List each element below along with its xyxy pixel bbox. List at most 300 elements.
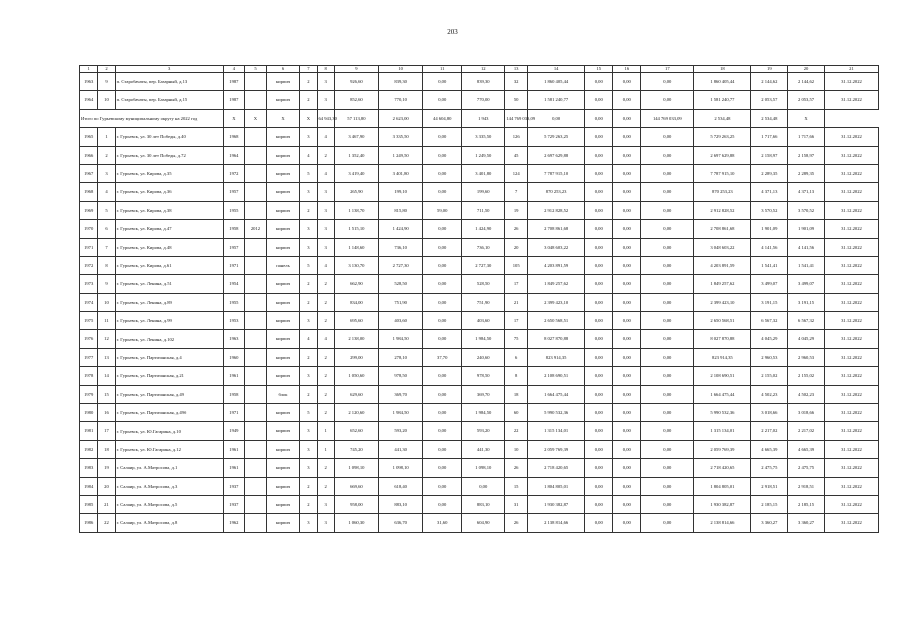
table-cell: 105 [505, 256, 528, 274]
column-number-9: 9 [334, 66, 378, 73]
table-cell [245, 385, 267, 403]
table-cell: 44 604,80 [423, 109, 462, 127]
table-cell: 3 018,66 [788, 404, 825, 422]
table-cell [245, 183, 267, 201]
table-cell: 1 098,10 [379, 459, 423, 477]
column-number-13: 13 [505, 66, 528, 73]
table-cell: 18 [98, 440, 115, 458]
table-cell: 3 467,90 [334, 128, 378, 146]
table-row [80, 293, 879, 311]
table-cell: 3 018,66 [751, 404, 788, 422]
table-cell: 8 [505, 367, 528, 385]
table-cell: 45 [505, 146, 528, 164]
table-cell: 2 138,00 [334, 330, 378, 348]
table-cell: кирпич [266, 422, 299, 440]
table-cell: 0,00 [613, 422, 641, 440]
table-cell: 403,60 [462, 312, 505, 330]
table-cell: 4 045,29 [751, 330, 788, 348]
table-cell: 124 [505, 164, 528, 182]
table-cell: 4 141,56 [788, 238, 825, 256]
table-row [80, 73, 879, 91]
table-cell: 0,00 [423, 256, 462, 274]
table-cell [245, 477, 267, 495]
table-cell: 0,00 [585, 109, 613, 127]
table-cell: 2 [317, 404, 334, 422]
table-cell: 1968 [80, 183, 98, 201]
table-cell: 0,00 [585, 514, 613, 532]
table-cell: 9 [98, 73, 115, 91]
table-cell: 3 360,27 [751, 514, 788, 532]
table-cell: 3 [300, 128, 317, 146]
table-cell: 2 912 828,52 [528, 201, 585, 219]
table-row [80, 146, 879, 164]
table-cell [245, 275, 267, 293]
table-cell: 10 [98, 293, 115, 311]
table-cell: 0,00 [423, 73, 462, 91]
table-cell: 2 697 629,88 [694, 146, 751, 164]
table-cell [245, 73, 267, 91]
table-cell: 1 098,10 [462, 459, 505, 477]
table-cell: 0,00 [423, 367, 462, 385]
table-cell: 0,00 [641, 73, 694, 91]
table-row [80, 459, 879, 477]
table-cell: 1 098,10 [334, 459, 378, 477]
table-cell: 1 804 805,01 [694, 477, 751, 495]
table-cell: 0,00 [462, 477, 505, 495]
table-cell: 1978 [80, 367, 98, 385]
table-cell: 0,00 [423, 275, 462, 293]
table-cell: кирпич [266, 220, 299, 238]
table-row [80, 495, 879, 513]
column-number-10: 10 [379, 66, 423, 73]
table-cell: г. Гурьевск, ул. Партизанская, д.49б [115, 404, 223, 422]
table-cell: 0,00 [613, 404, 641, 422]
table-cell: 2 108 690,51 [528, 367, 585, 385]
table-cell: 3 048 603,22 [528, 238, 585, 256]
table-cell: 1963 [223, 330, 245, 348]
table-cell: 4 203 891,59 [528, 256, 585, 274]
table-cell: 31 [505, 495, 528, 513]
table-cell: 4 502,23 [788, 385, 825, 403]
table-cell: 0,00 [423, 477, 462, 495]
table-cell [245, 164, 267, 182]
table-cell: 3 570,52 [751, 201, 788, 219]
table-cell: 2 918,51 [751, 477, 788, 495]
table-cell: 0,00 [585, 459, 613, 477]
table-cell: 3 [317, 201, 334, 219]
table-cell: 0,00 [423, 238, 462, 256]
table-cell: 2 399 423,10 [694, 293, 751, 311]
table-cell: 2 217,02 [751, 422, 788, 440]
table-cell: 6 567,32 [751, 312, 788, 330]
table-cell: 3 499,07 [788, 275, 825, 293]
table-cell: 5 [300, 404, 317, 422]
table-row [80, 477, 879, 495]
table-cell: 0,00 [613, 183, 641, 201]
table-cell: 736,10 [379, 238, 423, 256]
table-row [80, 385, 879, 403]
table-cell: 31.12.2022 [824, 146, 878, 164]
table-cell: 2 [317, 477, 334, 495]
table-cell: 2 [317, 348, 334, 366]
table-cell: 1 541,41 [788, 256, 825, 274]
table-cell: 1967 [80, 164, 98, 182]
table-cell: 1957 [223, 238, 245, 256]
table-cell: 751,90 [379, 293, 423, 311]
table-cell [245, 146, 267, 164]
table-cell: 1985 [80, 495, 98, 513]
table-cell: 21 [505, 293, 528, 311]
table-cell: 1982 [80, 440, 98, 458]
table-cell: 7 [98, 238, 115, 256]
table-cell: 0,00 [641, 312, 694, 330]
table-cell: 1 315 134,01 [694, 422, 751, 440]
table-cell: 0,00 [613, 385, 641, 403]
table-cell: 2 960,53 [788, 348, 825, 366]
table-row [80, 238, 879, 256]
table-cell: 75 [505, 330, 528, 348]
table-cell: 0,00 [613, 109, 641, 127]
column-number-7: 7 [300, 66, 317, 73]
table-cell: г. Гурьевск, ул. Кирова, д.35 [115, 164, 223, 182]
table-cell: 4 371,13 [788, 183, 825, 201]
table-cell: 1979 [80, 385, 98, 403]
table-cell: 1 984,50 [379, 404, 423, 422]
table-cell: г. Гурьевск, ул. Кирова, д.47 [115, 220, 223, 238]
table-cell: 17 [98, 422, 115, 440]
table-cell: 3 [317, 91, 334, 109]
table-cell: 15 [98, 385, 115, 403]
table-cell: 0,00 [585, 477, 613, 495]
column-number-12: 12 [462, 66, 505, 73]
table-cell: 0,00 [613, 367, 641, 385]
table-cell: 3 335,50 [462, 128, 505, 146]
table-cell: 1965 [80, 128, 98, 146]
table-row [80, 422, 879, 440]
table-cell: 0,00 [423, 422, 462, 440]
table-cell: 1958 [223, 220, 245, 238]
table-cell: 8 027 870,88 [694, 330, 751, 348]
table-row [80, 404, 879, 422]
table-cell: 31.12.2022 [824, 275, 878, 293]
table-cell: 0,00 [613, 256, 641, 274]
table-cell: 5 990 532,36 [528, 404, 585, 422]
table-cell: 0,00 [641, 183, 694, 201]
table-cell: 0,00 [613, 293, 641, 311]
table-row [80, 348, 879, 366]
table-cell: кирпич [266, 440, 299, 458]
table-cell: 4 502,23 [751, 385, 788, 403]
table-cell: 2 [300, 275, 317, 293]
table-cell: 31.12.2022 [824, 422, 878, 440]
table-cell: 7 [505, 183, 528, 201]
table-cell: 0,00 [641, 514, 694, 532]
table-cell: 4 [300, 330, 317, 348]
table-cell: 1 060,30 [334, 514, 378, 532]
table-cell: 1980 [80, 404, 98, 422]
table-cell: 528,50 [379, 275, 423, 293]
table-cell: 5 729 263,25 [528, 128, 585, 146]
table-cell: 31.12.2022 [824, 256, 878, 274]
table-cell: 22 [505, 422, 528, 440]
table-cell: 2 289,35 [788, 164, 825, 182]
table-cell: 0,00 [641, 367, 694, 385]
table-cell: 2 155,02 [751, 367, 788, 385]
table-cell: 1949 [223, 422, 245, 440]
table-row [80, 183, 879, 201]
table-cell: 1 901,09 [788, 220, 825, 238]
table-cell: 1 315 134,01 [528, 422, 585, 440]
table-cell: г. Гурьевск, ул. 30 лет Победы, д.72 [115, 146, 223, 164]
table-cell [245, 404, 267, 422]
table-cell: 0,00 [641, 238, 694, 256]
table-cell: 18 [505, 385, 528, 403]
column-number-4: 4 [223, 66, 245, 73]
table-cell: 126 [505, 128, 528, 146]
table-cell: 1955 [223, 201, 245, 219]
table-cell: 0,00 [585, 330, 613, 348]
table-cell: 1973 [80, 275, 98, 293]
table-cell: 0,00 [423, 220, 462, 238]
table-cell: 2012 [245, 220, 267, 238]
column-number-row [80, 66, 879, 73]
table-cell: кирпич [266, 238, 299, 256]
table-cell: 6 [98, 220, 115, 238]
table-cell: 1 138,70 [334, 201, 378, 219]
table-cell: 0,00 [423, 385, 462, 403]
table-cell: 0,00 [423, 459, 462, 477]
column-number-2: 2 [98, 66, 115, 73]
table-cell: 2 059 769,39 [528, 440, 585, 458]
table-cell: кирпич [266, 495, 299, 513]
table-cell: 2 727,30 [379, 256, 423, 274]
table-cell: кирпич [266, 73, 299, 91]
table-cell: 2 [317, 293, 334, 311]
table-cell: 2 708 861,68 [528, 220, 585, 238]
table-cell: п. Старобачаты, пер. Базарный, д.15 [115, 91, 223, 109]
table-row [80, 164, 879, 182]
table-cell: 652,60 [334, 422, 378, 440]
table-cell: 1 930 382,87 [528, 495, 585, 513]
table-cell: 0,00 [641, 477, 694, 495]
table-cell: 17 [505, 275, 528, 293]
table-cell: 2 185,15 [751, 495, 788, 513]
table-cell: 3 401,80 [462, 164, 505, 182]
table-cell: кирпич [266, 348, 299, 366]
table-cell: 2 185,15 [788, 495, 825, 513]
column-number-19: 19 [751, 66, 788, 73]
housing-register-table [79, 65, 879, 533]
table-cell: 1 849 257,62 [694, 275, 751, 293]
table-cell: 2 [300, 91, 317, 109]
table-cell: 0,00 [613, 514, 641, 532]
table-cell: 0,00 [585, 404, 613, 422]
table-cell: 629,60 [334, 385, 378, 403]
table-cell: 0,00 [613, 477, 641, 495]
table-row [80, 256, 879, 274]
table-cell: 1974 [80, 293, 98, 311]
table-cell: 0,00 [585, 275, 613, 293]
table-cell [245, 330, 267, 348]
table-cell: 1 943 [462, 109, 505, 127]
table-cell: 299,00 [334, 348, 378, 366]
table-cell: 20 [98, 477, 115, 495]
table-cell: 0,00 [585, 128, 613, 146]
table-cell: 0,00 [641, 330, 694, 348]
table-cell: 2 912 828,52 [694, 201, 751, 219]
table-cell: 0,00 [585, 201, 613, 219]
table-cell: 3 [300, 238, 317, 256]
table-cell: 2 144,62 [788, 73, 825, 91]
table-cell: 0,00 [641, 293, 694, 311]
table-cell: 604,90 [462, 514, 505, 532]
table-cell: 2 475,75 [751, 459, 788, 477]
table-cell: 2 053,57 [788, 91, 825, 109]
table-cell [245, 422, 267, 440]
table-cell: г. Гурьевск, ул. Ленина, д.89 [115, 293, 223, 311]
table-cell: 13 [98, 348, 115, 366]
table-cell: 1986 [80, 514, 98, 532]
table-cell: г. Гурьевск, ул. Партизанская, д.21 [115, 367, 223, 385]
table-cell: 0,00 [423, 146, 462, 164]
column-number-20: 20 [788, 66, 825, 73]
table-cell: 2 697 629,88 [528, 146, 585, 164]
table-cell: 2 158,97 [788, 146, 825, 164]
table-cell: 0,00 [423, 91, 462, 109]
table-cell: 0,00 [585, 164, 613, 182]
table-cell: 1 424,90 [462, 220, 505, 238]
table-cell: 593,20 [379, 422, 423, 440]
column-number-17: 17 [641, 66, 694, 73]
table-cell: 0,00 [585, 348, 613, 366]
table-cell: 31.12.2022 [824, 404, 878, 422]
table-cell: г. Салаир, ул. А.Матросова, д.1 [115, 459, 223, 477]
column-number-3: 3 [115, 66, 223, 73]
table-cell: 2 053,57 [751, 91, 788, 109]
table-row [80, 367, 879, 385]
table-cell: 0,00 [641, 128, 694, 146]
table-cell: 823 914,35 [694, 348, 751, 366]
table-cell [245, 440, 267, 458]
table-cell: 926,60 [334, 73, 378, 91]
table-cell: 5 990 532,36 [694, 404, 751, 422]
table-cell: 16 [98, 404, 115, 422]
table-cell: 4 [317, 330, 334, 348]
table-cell: 2 [317, 385, 334, 403]
table-cell: 669,60 [334, 477, 378, 495]
table-cell: 695,60 [334, 312, 378, 330]
table-cell: 0,00 [423, 440, 462, 458]
table-cell: 0,00 [641, 440, 694, 458]
table-cell: 26 [505, 514, 528, 532]
table-cell: 31.12.2022 [824, 477, 878, 495]
table-cell: 4 [300, 146, 317, 164]
table-cell: 0,00 [585, 220, 613, 238]
table-cell: 31.12.2022 [824, 238, 878, 256]
table-cell: г. Гурьевск, ул. Ю.Гагарина, д.12 [115, 440, 223, 458]
table-cell: г. Гурьевск, ул. Кирова, д.48 [115, 238, 223, 256]
table-cell: 1 [98, 128, 115, 146]
table-cell: 144 769 033,09 [641, 109, 694, 127]
table-cell: 31.12.2022 [824, 459, 878, 477]
table-cell: кирпич [266, 312, 299, 330]
table-cell: 4 371,13 [751, 183, 788, 201]
table-cell: 0,00 [585, 495, 613, 513]
table-cell: 31.12.2022 [824, 367, 878, 385]
table-cell: 0,00 [585, 422, 613, 440]
table-cell: 0,00 [641, 256, 694, 274]
table-cell [245, 367, 267, 385]
table-cell: 0,00 [423, 293, 462, 311]
table-cell: г. Гурьевск, ул. Кирова, д.61 [115, 256, 223, 274]
table-cell: г. Гурьевск, ул. Ю.Гагарина, д.10 [115, 422, 223, 440]
table-cell: 369,70 [462, 385, 505, 403]
table-cell: 736,10 [462, 238, 505, 256]
table-cell: 978,50 [462, 367, 505, 385]
table-cell: 59,00 [423, 201, 462, 219]
table-cell: блок [266, 385, 299, 403]
table-cell: 3 [317, 514, 334, 532]
table-cell: 2 108 690,51 [694, 367, 751, 385]
table-cell: 2 144,62 [751, 73, 788, 91]
table-cell: 834,00 [334, 293, 378, 311]
table-cell: 4 [98, 183, 115, 201]
table-cell: панель [266, 256, 299, 274]
table-cell: 5 [300, 164, 317, 182]
table-cell: 0,00 [641, 495, 694, 513]
table-cell: 1975 [80, 312, 98, 330]
table-cell: 3 419,40 [334, 164, 378, 182]
table-cell: 751,90 [462, 293, 505, 311]
table-cell: 2 534,48 [751, 109, 788, 127]
table-cell: 1 [317, 440, 334, 458]
table-cell: 3 499,07 [751, 275, 788, 293]
table-cell: 26 [505, 220, 528, 238]
table-cell: 0,00 [585, 146, 613, 164]
table-cell: 2 708 861,68 [694, 220, 751, 238]
table-cell: 1970 [80, 220, 98, 238]
table-cell: 2 960,53 [751, 348, 788, 366]
table-cell: 1937 [223, 495, 245, 513]
table-cell: кирпич [266, 164, 299, 182]
table-cell: 2 217,02 [788, 422, 825, 440]
table-cell: 2 158,97 [751, 146, 788, 164]
column-number-1: 1 [80, 66, 98, 73]
table-cell: 0,00 [641, 348, 694, 366]
table-cell: 3 [300, 220, 317, 238]
table-cell: 32 [505, 73, 528, 91]
table-cell: 1 581 240,77 [694, 91, 751, 109]
table-cell: 0,00 [613, 348, 641, 366]
table-cell: 57 113,80 [334, 109, 378, 127]
table-cell: 1 984,50 [462, 404, 505, 422]
table-cell: 0,00 [641, 404, 694, 422]
table-cell: 0,00 [585, 367, 613, 385]
table-cell: 3 191,15 [788, 293, 825, 311]
table-cell: кирпич [266, 404, 299, 422]
table-cell: 4 665,39 [788, 440, 825, 458]
table-cell: 2 [98, 146, 115, 164]
column-number-21: 21 [824, 66, 878, 73]
table-cell: 1977 [80, 348, 98, 366]
table-cell [245, 91, 267, 109]
table-cell: 0,00 [613, 91, 641, 109]
table-cell: 441,30 [379, 440, 423, 458]
table-cell: 14 [98, 367, 115, 385]
table-cell: 1 984,50 [462, 330, 505, 348]
table-cell: 278,10 [379, 348, 423, 366]
table-cell: 4 045,29 [788, 330, 825, 348]
